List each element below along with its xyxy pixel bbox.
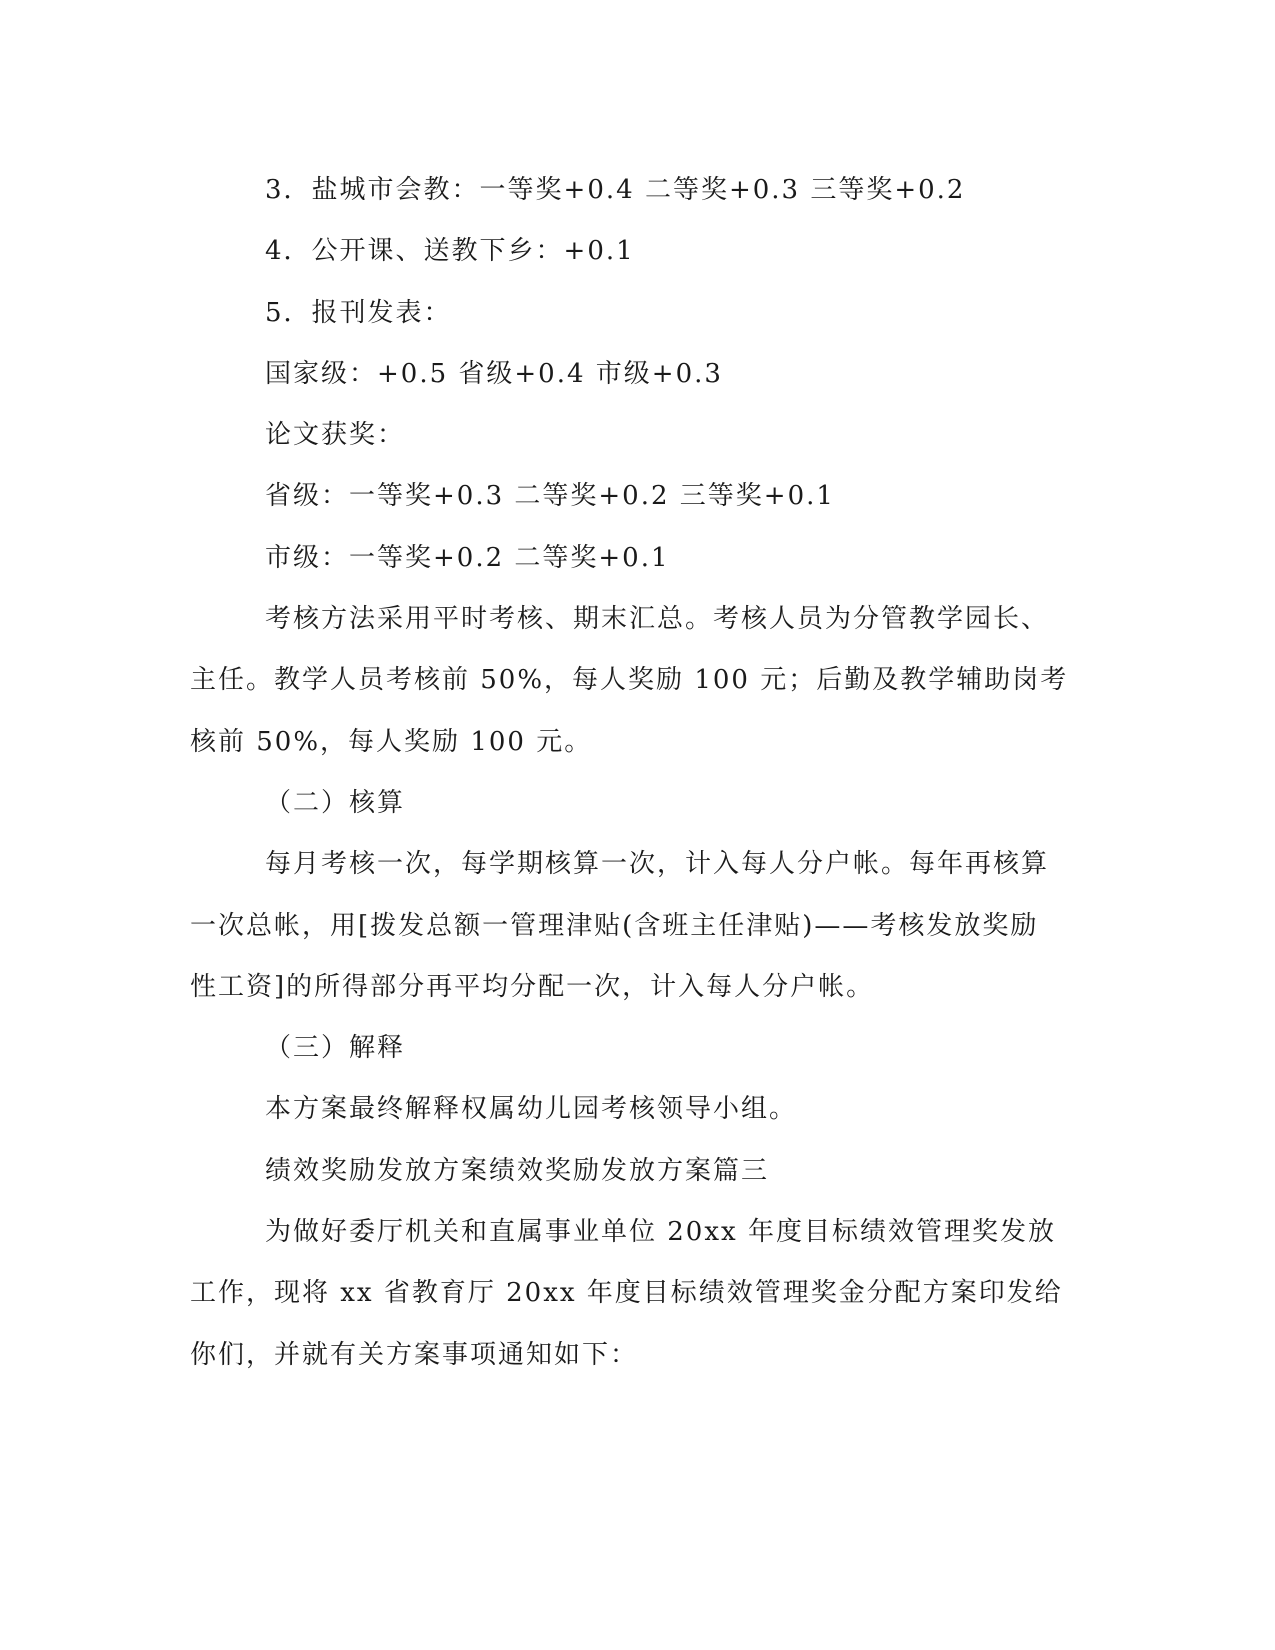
paragraph-interpretation: 本方案最终解释权属幼儿园考核领导小组。 [265,1094,798,1125]
paragraph-assessment-method-cont2: 核前 50%，每人奖励 100 元。 [190,726,593,757]
paragraph-provincial-award: 省级：一等奖+0.3 二等奖+0.2 三等奖+0.1 [265,481,835,512]
paragraph-notice-intro-cont1: 工作，现将 xx 省教育厅 20xx 年度目标绩效管理奖金分配方案印发给 [190,1278,1063,1309]
paragraph-chapter-title: 绩效奖励发放方案绩效奖励发放方案篇三 [265,1155,770,1186]
paragraph-notice-intro: 为做好委厅机关和直属事业单位 20xx 年度目标绩效管理奖发放 [265,1217,1056,1248]
paragraph-city-award: 市级：一等奖+0.2 二等奖+0.1 [265,542,670,573]
paragraph-publication: 5．报刊发表： [265,297,452,328]
section-heading-interpretation: （三）解释 [265,1033,406,1064]
paragraph-notice-intro-cont2: 你们，并就有关方案事项通知如下： [190,1339,639,1370]
paragraph-award-yancheng: 3．盐城市会教：一等奖+0.4 二等奖+0.3 三等奖+0.2 [265,175,966,205]
paragraph-paper-award: 论文获奖： [265,420,406,451]
paragraph-assessment-method-cont1: 主任。教学人员考核前 50%，每人奖励 100 元；后勤及教学辅助岗考 [190,665,1069,696]
paragraph-open-class: 4．公开课、送教下乡：+0.1 [265,236,635,267]
paragraph-accounting-cont1: 一次总帐，用[拨发总额一管理津贴(含班主任津贴)——考核发放奖励 [190,910,1039,941]
paragraph-accounting-cont2: 性工资]的所得部分再平均分配一次，计入每人分户帐。 [190,971,875,1002]
document-body [190,160,1090,1386]
paragraph-assessment-method: 考核方法采用平时考核、期末汇总。考核人员为分管教学园长、 [265,604,1050,635]
paragraph-publication-levels: 国家级：+0.5 省级+0.4 市级+0.3 [265,358,723,389]
section-heading-accounting: （二）核算 [265,787,406,818]
paragraph-accounting: 每月考核一次，每学期核算一次，计入每人分户帐。每年再核算 [265,849,1050,880]
